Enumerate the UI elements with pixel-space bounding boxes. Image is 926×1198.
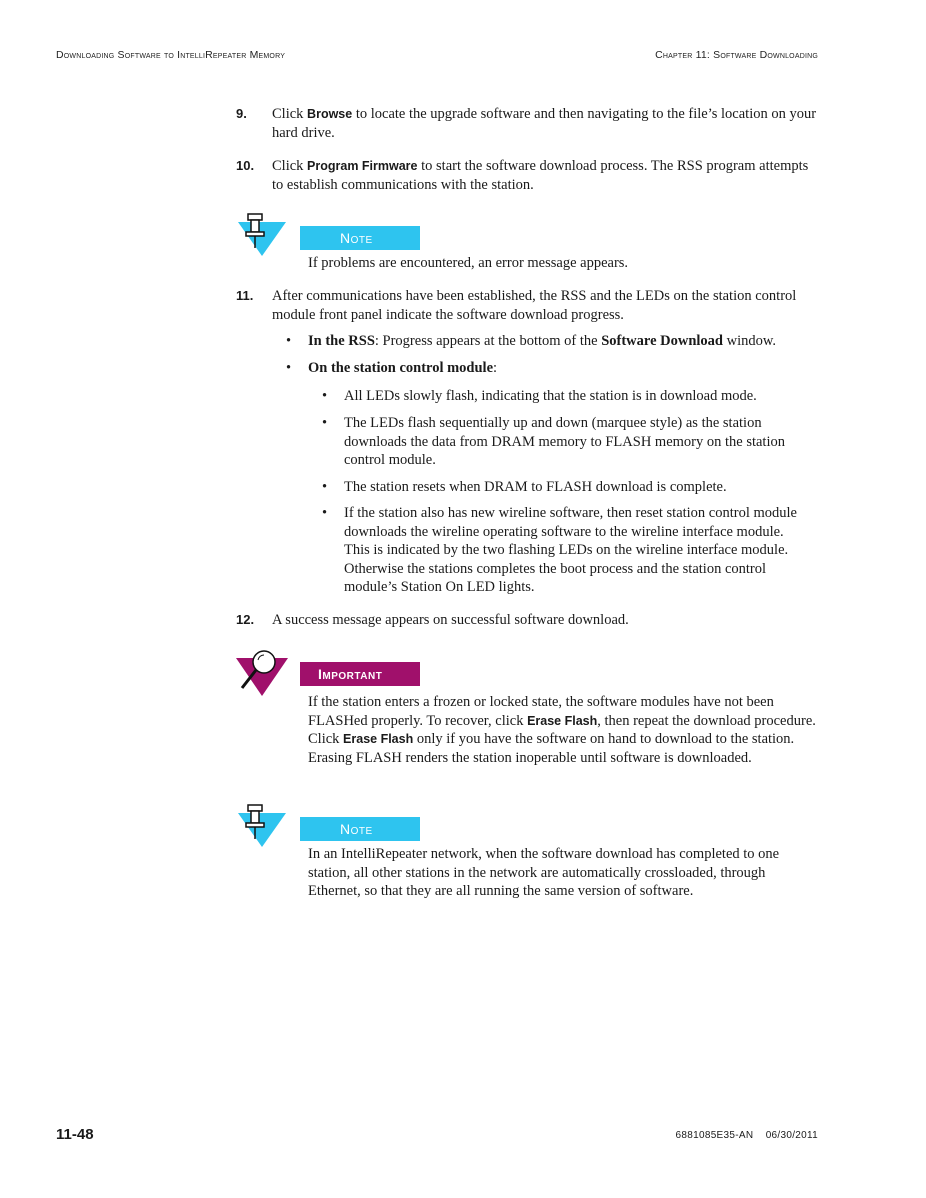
step-number: 12. (236, 612, 255, 627)
ui-label-program-firmware: Program Firmware (307, 159, 418, 173)
ui-label-erase-flash: Erase Flash (527, 713, 598, 728)
sub-bullet (322, 387, 802, 406)
bullet-text: : (493, 360, 498, 376)
page-number: 11-48 (56, 1126, 94, 1143)
bullet-dot: • (286, 333, 292, 349)
bullet-dot: • (322, 415, 328, 431)
important-label: Important (300, 662, 420, 686)
ui-label-browse: Browse (307, 107, 353, 121)
note-pin-icon (234, 212, 290, 260)
magnifier-icon (234, 648, 290, 698)
bullet-bold: On the station control module (308, 360, 494, 376)
sub-bullet-text: All LEDs slowly flash, indicating that the station is in download mode. (344, 388, 757, 404)
sub-bullet (322, 478, 802, 497)
bullet-station-control (286, 359, 796, 378)
step-11 (236, 287, 818, 324)
bullet-dot: • (322, 479, 328, 495)
important-text (308, 693, 820, 767)
sub-bullet (322, 414, 802, 470)
bullet-text: window. (722, 333, 777, 349)
step-12 (236, 611, 818, 630)
sub-bullet-text: If the station also has new wireline software, then reset station control module downloads the wireline operating software to the wireline interface module. This is indicated by the two flashing LEDs on the wireline interface module. Otherwise the stations completes the boot process and the station control module’s Station On LED lights. (344, 505, 797, 595)
sub-bullet-text: The LEDs flash sequentially up and down (marquee style) as the station downloads the data from DRAM memory to FLASH memory on the station control module. (344, 415, 785, 468)
note-label: Note (300, 226, 420, 250)
bullet-dot: • (322, 388, 328, 404)
step-number: 10. (236, 158, 255, 173)
important-text-part: If the station enters a frozen or locked state, the software modules have not been FLASHed properly. To recover, click (308, 694, 774, 729)
step-10 (236, 157, 818, 194)
note-pin-icon (234, 803, 290, 851)
step-text: After communications have been established, the RSS and the LEDs on the station control module front panel indicate the software download progress. (272, 288, 797, 323)
step-9 (236, 105, 818, 142)
step-number: 11. (236, 288, 254, 303)
step-text: A success message appears on successful software download. (272, 612, 629, 628)
sub-bullet (322, 504, 802, 597)
note-text: In an IntelliRepeater network, when the software download has completed to one station, all other stations in the network are automatically crossloaded, through Ethernet, so that they are all running the same version of software. (308, 846, 780, 899)
document-id: 6881085E35-AN 06/30/2011 (675, 1130, 818, 1141)
bullet-bold: Software Download (601, 333, 723, 349)
ui-label-erase-flash: Erase Flash (343, 732, 414, 746)
note-text: If problems are encountered, an error message appears. (308, 255, 629, 271)
note-label: Note (300, 817, 420, 841)
bullet-text: : Progress appears at the bottom of the (374, 333, 602, 349)
bullet-dot: • (322, 505, 328, 521)
bullet-bold: In the RSS (308, 333, 375, 349)
bullet-in-rss (286, 332, 796, 351)
running-header-left: Downloading Software to IntelliRepeater Memory (56, 49, 286, 61)
step-text: to locate the upgrade software and then navigating to the file’s location on your hard drive. (272, 106, 817, 141)
step-text: Click (272, 158, 308, 174)
step-number: 9. (236, 106, 247, 121)
running-header-right: Chapter 11: Software Downloading (655, 49, 818, 61)
bullet-dot: • (286, 360, 292, 376)
important-text-part: , then repeat the download procedure. Click (308, 712, 816, 747)
sub-bullet-text: The station resets when DRAM to FLASH download is complete. (344, 479, 727, 495)
important-text-part: only if you have the software on hand to download to the station. Erasing FLASH renders the station inoperable until software is downloaded. (308, 731, 795, 766)
step-text: to start the software download process. The RSS program attempts to establish communications with the station. (272, 158, 809, 193)
step-text: Click (272, 106, 308, 122)
